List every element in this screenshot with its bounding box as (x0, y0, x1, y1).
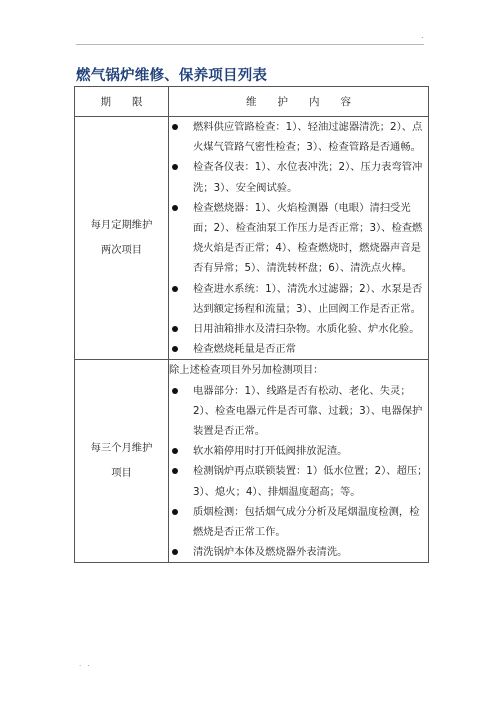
list-item (169, 441, 428, 461)
table-header-row (75, 87, 429, 117)
item-text: 检测锅炉再点联锁装置：1）低水位置；2）、超压；3）、熄火；4）、排烟温度超高；等。 (193, 465, 428, 498)
section-intro: 除上述检查项目外另加检测项目： (169, 364, 324, 377)
content-cell-quarterly (169, 360, 429, 563)
list-item (169, 381, 428, 442)
maintenance-item-list (169, 381, 428, 563)
content-header: 维 护 内 容 (169, 87, 429, 117)
item-text: 软水箱停用时打开低阀排放泥渣。 (193, 445, 348, 458)
period-line: 每三个月维护 (90, 442, 153, 455)
list-item (169, 461, 428, 501)
item-text: 检查燃烧耗量是否正常 (193, 343, 296, 356)
list-item (169, 502, 428, 542)
item-text: 检查各仪表：1）、水位表冲洗；2）、压力表弯管冲洗；3）、安全阀试验。 (193, 161, 423, 194)
list-item (169, 542, 428, 562)
period-cell-quarterly (75, 360, 169, 563)
period-line: 每月定期维护 (90, 219, 153, 232)
list-item (169, 117, 428, 157)
bullet-icon (172, 549, 178, 555)
item-text: 检查进水系统：1）、清洗水过滤器；2）、水泵是否达到额定扬程和流量；3）、止回阀工作是否正常。 (193, 282, 423, 315)
item-text: 检查燃烧器：1）、火焰检测器（电眼）清扫受光面；2）、检查油泵工作压力是否正常；3）、检查燃烧火焰是否正常；4）、检查燃烧时，燃烧器声音是否有异常；5）、清洗转杯盘；6）、清洗点火棒。 (193, 201, 423, 275)
list-item (169, 157, 428, 197)
bullet-icon (172, 468, 178, 474)
item-text: 质烟检测：包括烟气成分分析及尾烟温度检测，检燃烧是否正常工作。 (193, 505, 420, 539)
header-rule (76, 44, 424, 45)
header-mark: . (421, 31, 424, 40)
period-header: 期 限 (75, 87, 169, 117)
bullet-icon (172, 509, 178, 515)
item-text: 日用油箱排水及清扫杂物。水质化验、炉水化验。 (193, 323, 420, 336)
table-row (75, 117, 429, 360)
item-text: 燃料供应管路检查：1）、轻油过滤器清洗；2）、点火煤气管路气密性检查；3）、检查管路是否通畅。 (193, 121, 423, 154)
bullet-icon (172, 346, 178, 352)
bullet-icon (172, 205, 178, 211)
content-cell-monthly (169, 117, 429, 360)
item-text: 电器部分：1）、线路是否有松动、老化、失灵；2）、检查电器元件是否可靠、过载；3）、电器保护装置是否正常。 (193, 384, 423, 438)
item-text: 清洗锅炉本体及燃烧器外表清洗。 (193, 546, 348, 559)
footer-mark: . . (79, 660, 92, 668)
maintenance-table (74, 86, 429, 563)
bullet-icon (172, 388, 178, 394)
maintenance-item-list (169, 117, 428, 359)
bullet-icon (172, 164, 178, 170)
bullet-icon (172, 326, 178, 332)
period-cell-monthly (75, 117, 169, 360)
list-item (169, 198, 428, 279)
bullet-icon (172, 448, 178, 454)
bullet-icon (172, 286, 178, 292)
bullet-icon (172, 124, 178, 130)
list-item (169, 319, 428, 339)
list-item (169, 279, 428, 319)
table-row (75, 360, 429, 563)
period-line: 项目 (111, 467, 132, 480)
document-title: 燃气锅炉维修、保养项目列表 (76, 68, 268, 84)
list-item (169, 339, 428, 359)
period-line: 两次项目 (100, 244, 143, 257)
